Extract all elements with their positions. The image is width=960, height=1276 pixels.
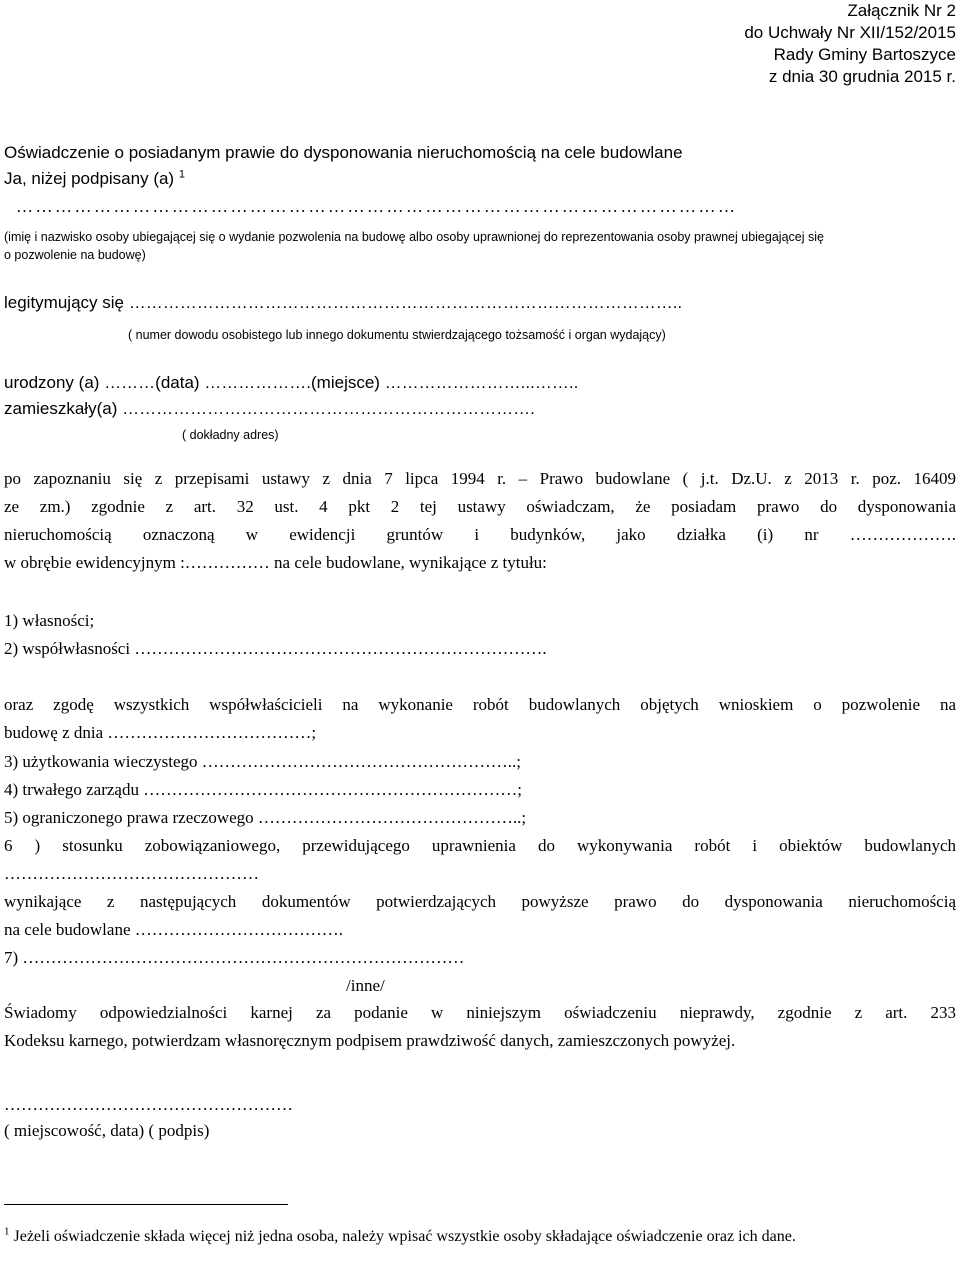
- name-caption-line1: (imię i nazwisko osoby ubiegającej się o wydanie pozwolenia na budowę albo osoby uprawnionej do reprezentowania osoby prawnej ubiegającej się: [4, 230, 824, 244]
- title-perpetual-usufruct[interactable]: 3) użytkowania wieczystego ………………………………………………..;: [4, 752, 522, 771]
- title-ownership: 1) własności;: [4, 611, 95, 630]
- title-obligation-relationship: 6 ) stosunku zobowiązaniowego, przewidującego uprawnienia do wykonywania robót i obiektów budowlanych: [4, 836, 956, 855]
- address-line[interactable]: zamieszkały(a) ……………………………………………………………….: [4, 399, 535, 418]
- consent-line2[interactable]: budowę z dnia ………………………………;: [4, 723, 317, 742]
- name-caption-line2: o pozwolenie na budowę): [4, 248, 146, 262]
- legal-basis-line2: ze zm.) zgodnie z art. 32 ust. 4 pkt 2 tej ustawy oświadczam, że posiadam prawo do dysponowania: [4, 497, 956, 516]
- documents-line1: wynikające z następujących dokumentów potwierdzających powyższe prawo do dysponowania nieruchomością: [4, 892, 956, 911]
- name-dots-field[interactable]: …………………………………………………………………………………………………: [16, 197, 738, 216]
- annex-number: Załącznik Nr 2: [847, 1, 956, 20]
- declaration-line1: Świadomy odpowiedzialności karnej za podanie w niniejszym oświadczeniu nieprawdy, zgodnie z art. 233: [4, 1003, 956, 1022]
- annex-header: [744, 0, 956, 88]
- id-document-caption: ( numer dowodu osobistego lub innego dokumentu stwierdzającego tożsamość i organ wydający): [128, 328, 666, 342]
- footnote-mark: 1: [4, 1225, 10, 1238]
- title-limited-property-right[interactable]: 5) ograniczonego prawa rzeczowego ………………………………………..;: [4, 808, 527, 827]
- obligation-dots-field[interactable]: ………………………………………: [4, 864, 259, 883]
- documents-line2[interactable]: na cele budowlane ……………………………….: [4, 920, 343, 939]
- intro-footnote-ref: 1: [178, 168, 185, 181]
- document-title: Oświadczenie o posiadanym prawie do dysponowania nieruchomością na cele budowlane: [4, 143, 683, 162]
- other-caption: /inne/: [346, 976, 385, 995]
- legal-basis-line4[interactable]: w obrębie ewidencyjnym :…………… na cele budowlane, wynikające z tytułu:: [4, 553, 547, 572]
- title-other[interactable]: 7) ……………………………………………………………………: [4, 948, 465, 967]
- resolution-date: z dnia 30 grudnia 2015 r.: [768, 67, 956, 86]
- birth-line[interactable]: urodzony (a) ………(data) ……………….(miejsce) ……………………...……..: [4, 373, 579, 392]
- legal-basis-line1: po zapoznaniu się z przepisami ustawy z dnia 7 lipca 1994 r. – Prawo budowlane ( j.t. Dz.U. z 2013 r. poz. 16409: [4, 469, 956, 488]
- title-co-ownership[interactable]: 2) współwłasności ……………………………………………………………….: [4, 639, 547, 658]
- footnote-separator: [4, 1204, 288, 1205]
- footnote-text: Jeżeli oświadczenie składa więcej niż jedna osoba, należy wpisać wszystkie osoby składające oświadczenie oraz ich dane.: [13, 1228, 796, 1245]
- resolution-number: do Uchwały Nr XII/152/2015: [744, 23, 956, 42]
- intro-line: [4, 168, 185, 190]
- legal-basis-line3[interactable]: nieruchomością oznaczoną w ewidencji gruntów i budynków, jako działka (i) nr ……………….: [4, 525, 956, 544]
- footnote: [4, 1226, 796, 1248]
- title-permanent-management[interactable]: 4) trwałego zarządu …………………………………………………………;: [4, 780, 522, 799]
- signature-caption: ( miejscowość, data) ( podpis): [4, 1121, 210, 1140]
- declaration-line2: Kodeksu karnego, potwierdzam własnoręcznym podpisem prawdziwość danych, zamieszczonych powyżej.: [4, 1031, 736, 1050]
- council-name: Rady Gminy Bartoszyce: [773, 45, 956, 64]
- id-document-line[interactable]: legitymujący się ……………………………………………………………………………………..: [4, 293, 683, 312]
- signature-dots-field[interactable]: ……………………………………………: [4, 1095, 293, 1114]
- intro-text: Ja, niżej podpisany (a): [4, 169, 175, 188]
- address-caption: ( dokładny adres): [182, 428, 279, 442]
- consent-line1: oraz zgodę wszystkich współwłaścicieli na wykonanie robót budowlanych objętych wnioskiem o pozwolenie na: [4, 695, 956, 714]
